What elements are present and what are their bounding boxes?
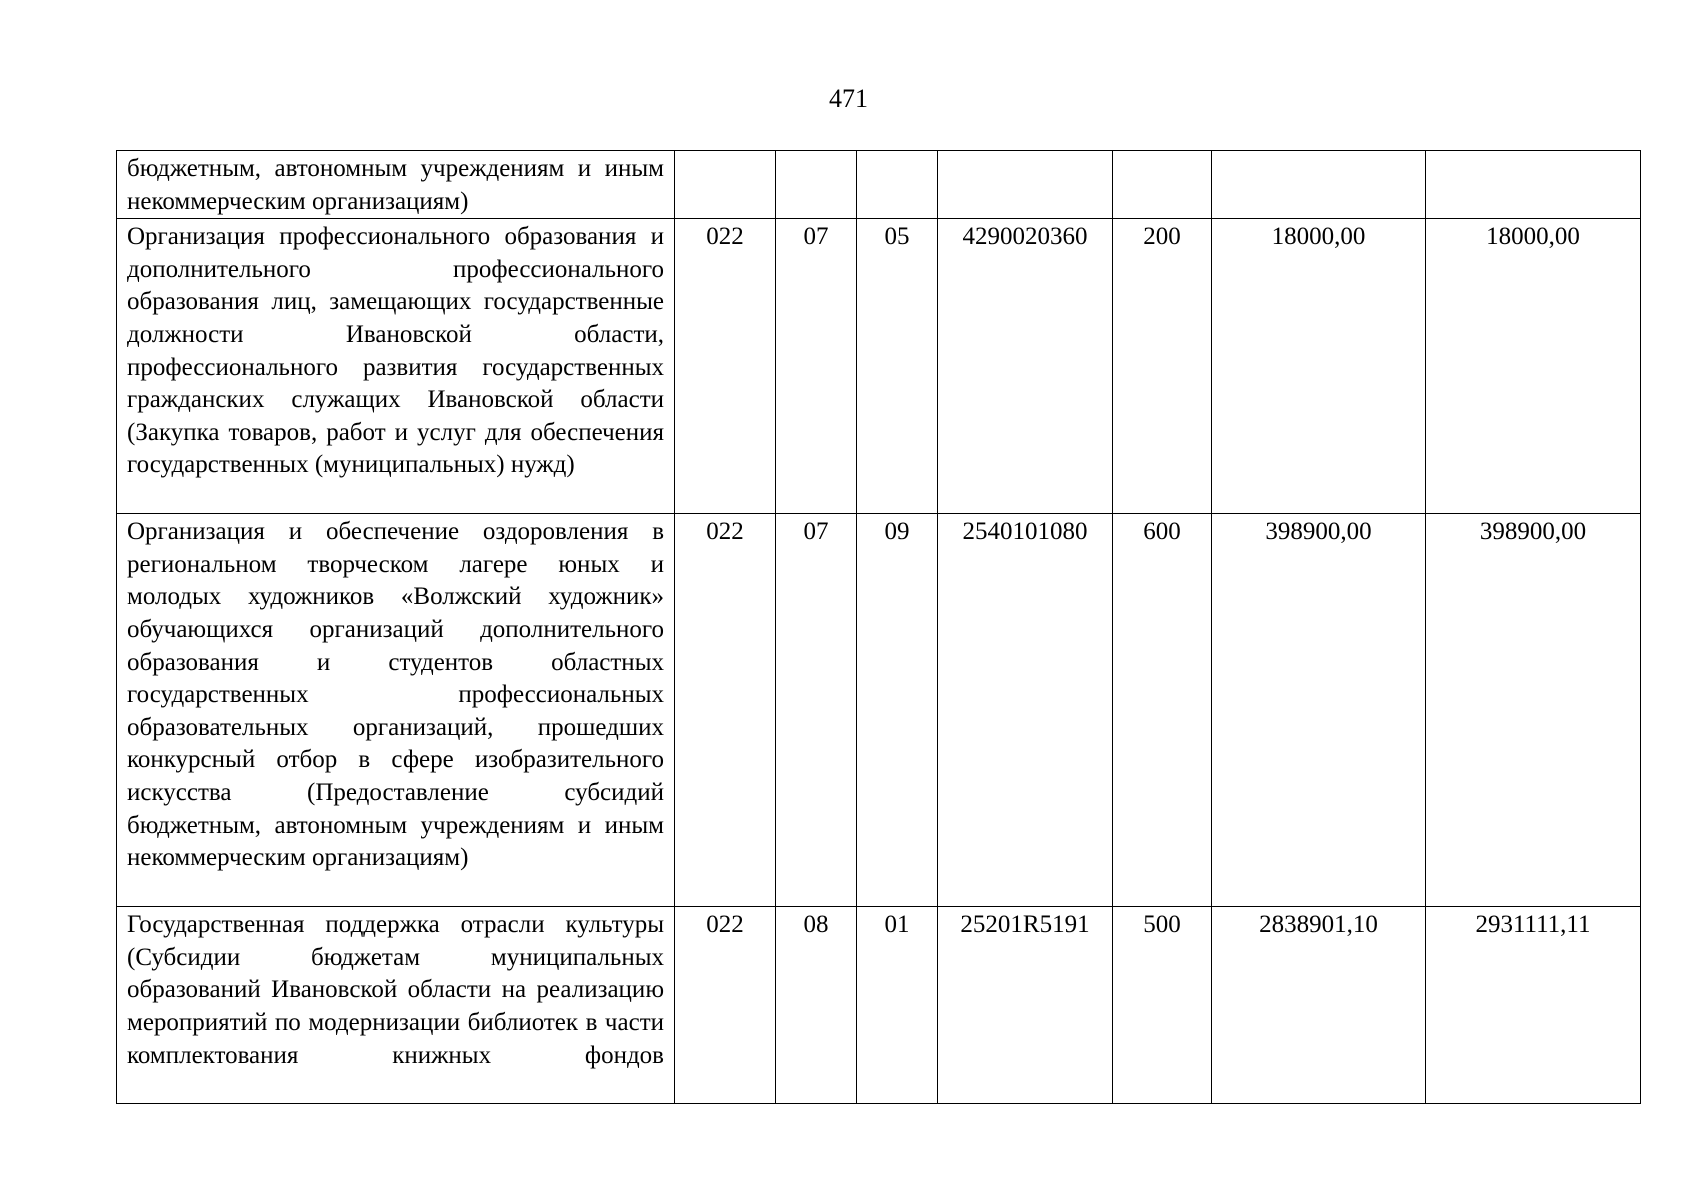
row-pr: 01	[857, 907, 938, 1104]
row-description: бюджетным, автономным учреждениям и иным некоммерческим организациям)	[117, 151, 675, 219]
row-rz: 07	[776, 514, 857, 907]
page-number: 471	[829, 84, 868, 113]
row-pr	[857, 151, 938, 219]
row-vr: 500	[1113, 907, 1212, 1104]
row-sum-2: 2931111,11	[1426, 907, 1641, 1104]
row-csr	[938, 151, 1113, 219]
row-vr	[1113, 151, 1212, 219]
row-sum-2: 398900,00	[1426, 514, 1641, 907]
row-sum-1: 2838901,10	[1212, 907, 1426, 1104]
row-rz: 07	[776, 219, 857, 514]
row-description: Государственная поддержка отрасли культуры (Субсидии бюджетам муниципальных образований Ивановской области на реализацию мероприятий по модернизации библиотек в части комплектования книжных фондов	[117, 907, 675, 1104]
table-row	[117, 151, 1641, 219]
row-description: Организация профессионального образования и дополнительного профессионального образования лиц, замещающих государственные должности Ивановской области, профессионального развития государственных гражданских служащих Ивановской области (Закупка товаров, работ и услуг для обеспечения государственных (муниципальных) нужд)	[117, 219, 675, 514]
row-ved	[675, 151, 776, 219]
row-sum-1: 18000,00	[1212, 219, 1426, 514]
budget-table	[116, 150, 1641, 1104]
row-csr: 2540101080	[938, 514, 1113, 907]
table-row	[117, 514, 1641, 907]
row-rz	[776, 151, 857, 219]
row-sum-1	[1212, 151, 1426, 219]
row-description: Организация и обеспечение оздоровления в региональном творческом лагере юных и молодых художников «Волжский художник» обучающихся организаций дополнительного образования и студентов областных государственных профессиональных образовательных организаций, прошедших конкурсный отбор в сфере изобразительного искусства (Предоставление субсидий бюджетным, автономным учреждениям и иным некоммерческим организациям)	[117, 514, 675, 907]
row-vr: 200	[1113, 219, 1212, 514]
row-pr: 09	[857, 514, 938, 907]
row-sum-2: 18000,00	[1426, 219, 1641, 514]
row-ved: 022	[675, 219, 776, 514]
row-csr: 25201R5191	[938, 907, 1113, 1104]
row-rz: 08	[776, 907, 857, 1104]
row-pr: 05	[857, 219, 938, 514]
row-ved: 022	[675, 514, 776, 907]
row-vr: 600	[1113, 514, 1212, 907]
table-row	[117, 219, 1641, 514]
row-sum-2	[1426, 151, 1641, 219]
row-csr: 4290020360	[938, 219, 1113, 514]
row-sum-1: 398900,00	[1212, 514, 1426, 907]
row-ved: 022	[675, 907, 776, 1104]
table-row	[117, 907, 1641, 1104]
